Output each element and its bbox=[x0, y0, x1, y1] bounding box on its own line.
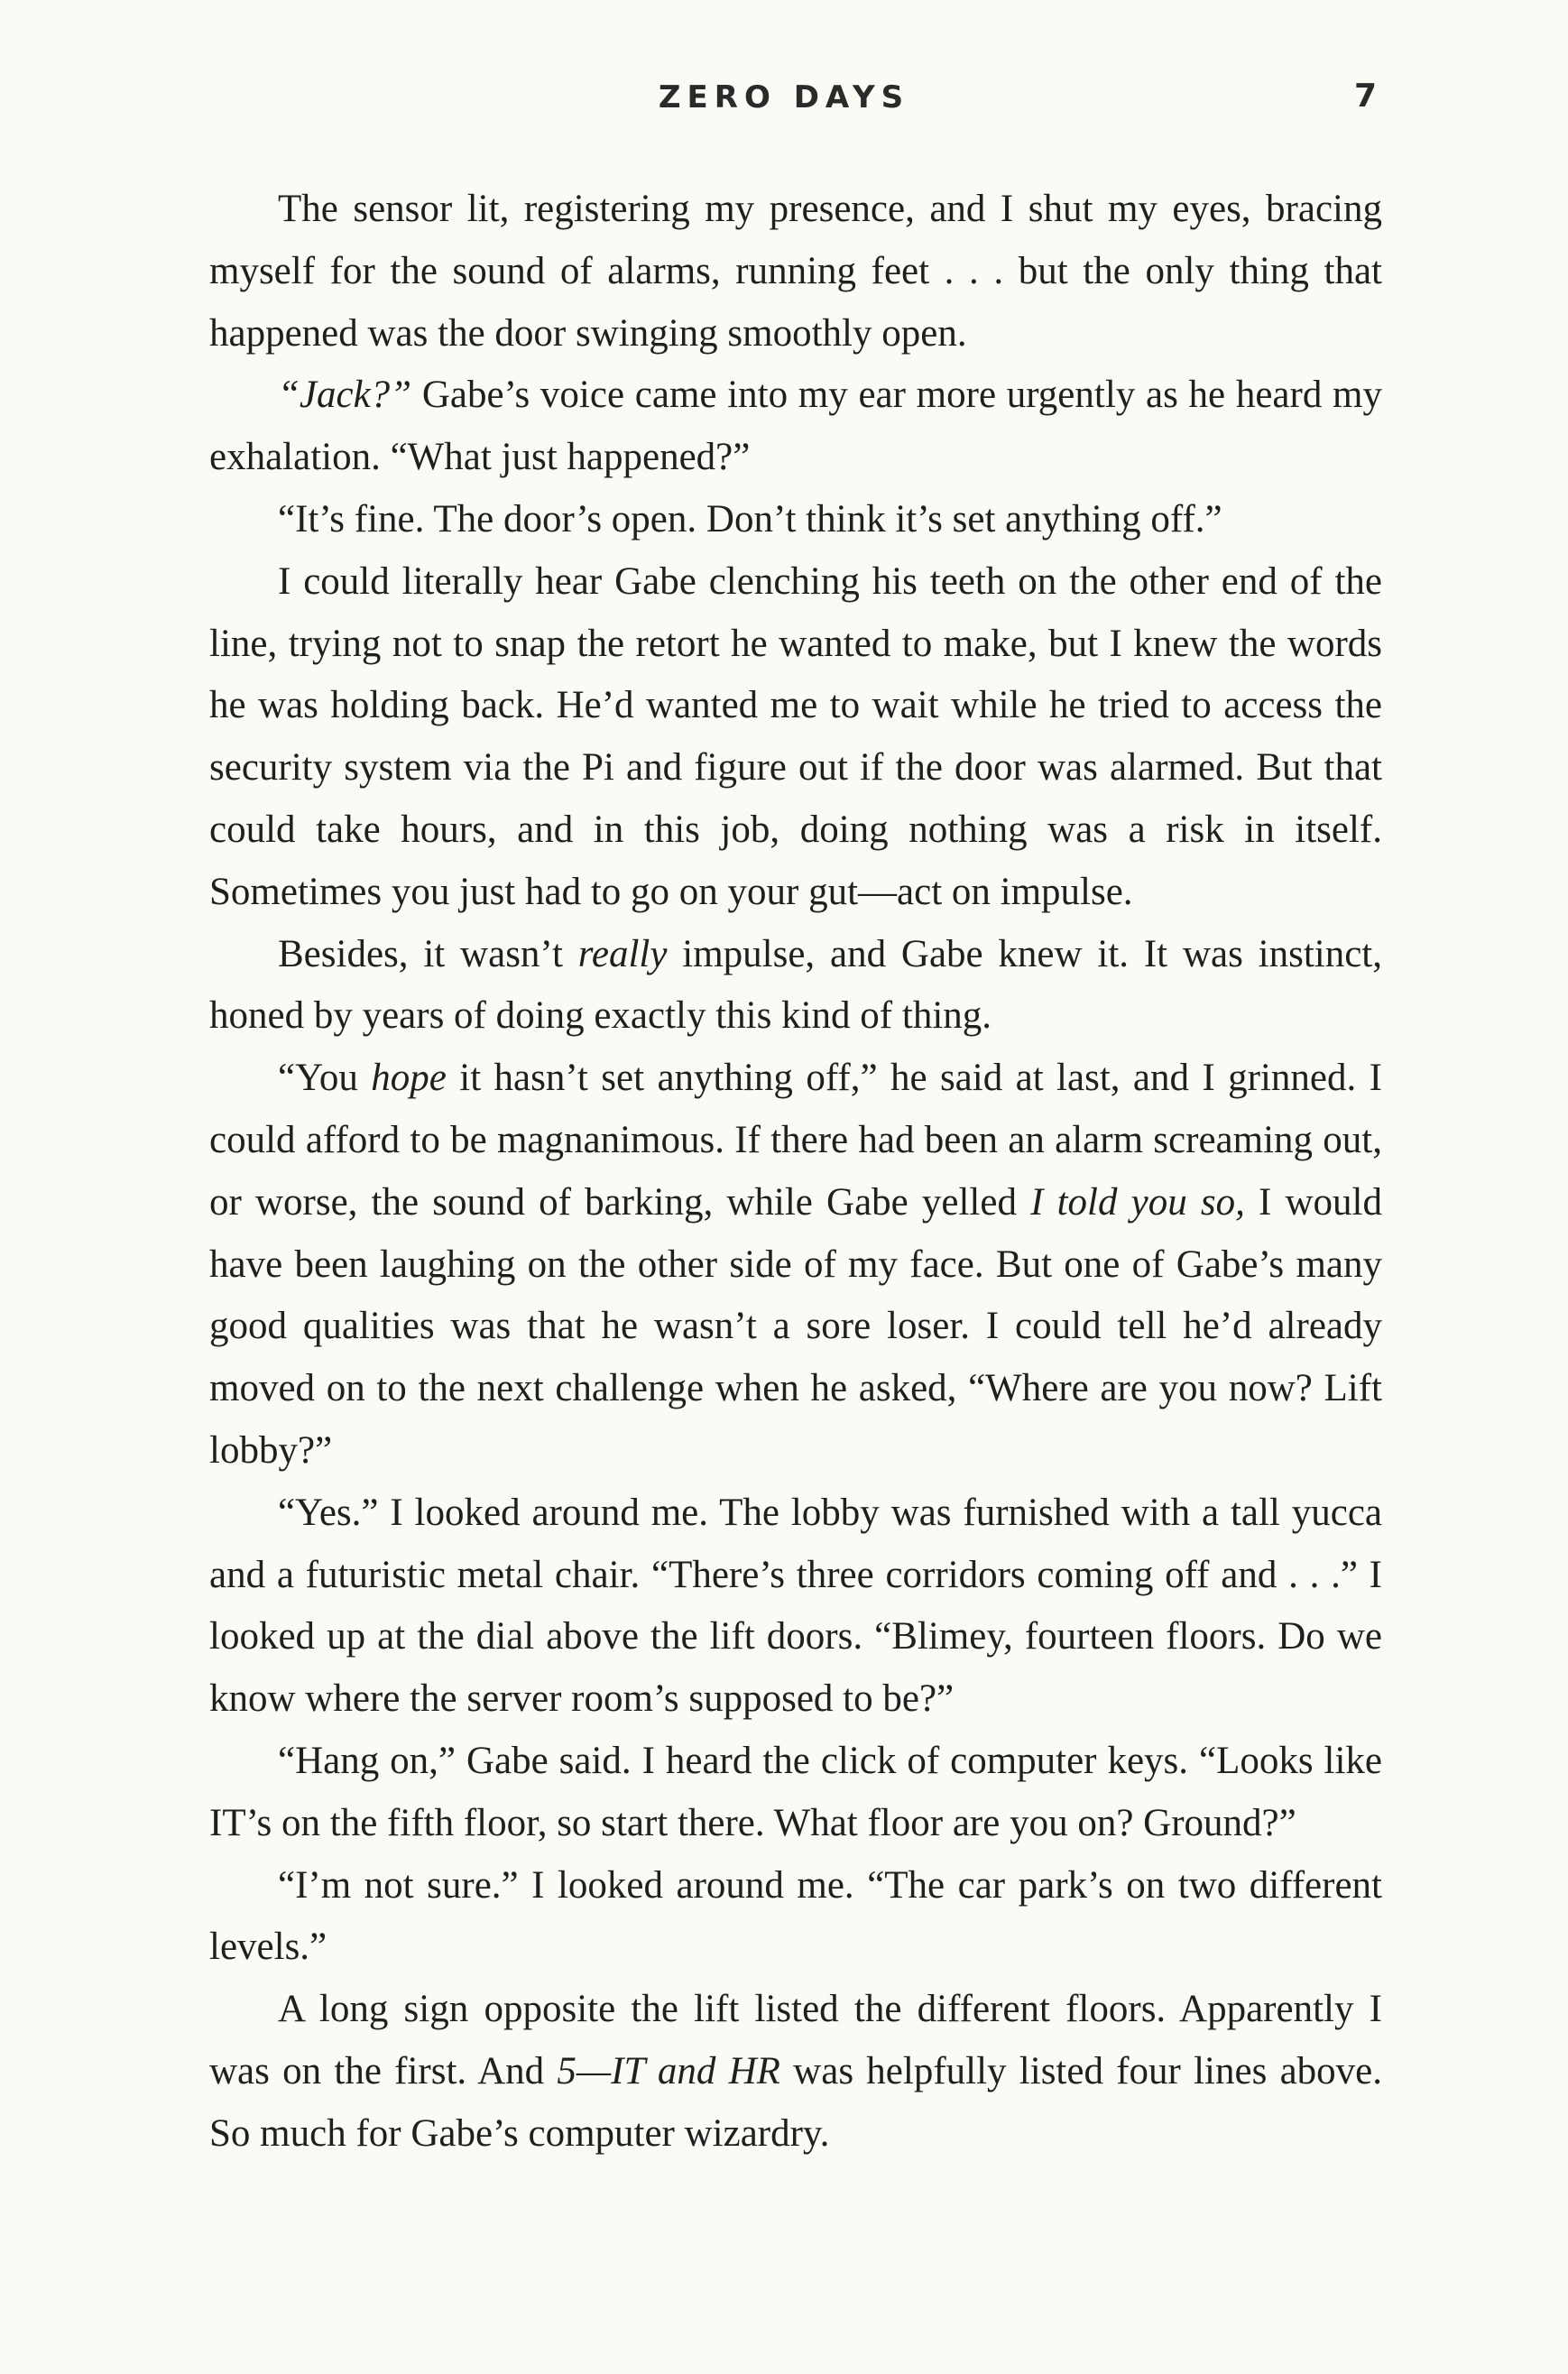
italic-run: 5—IT and HR bbox=[557, 2049, 780, 2092]
running-head-title: ZERO DAYS bbox=[658, 79, 910, 115]
text-run: was helpfully listed four lines above. So much for Gabe’s computer wizardry. bbox=[209, 2049, 1383, 2155]
text-run: The sensor lit, registering my presence, and I shut my eyes, bracing myself for the sound of alarms, running feet . . . but the only thing that happened was the door swinging smoothly open. bbox=[209, 188, 1382, 355]
text-run: impulse, and Gabe knew it. It was instinct, honed by years of doing exactly this kind of thing. bbox=[209, 932, 1382, 1038]
text-run: “I’m not sure.” I looked around me. “The car park’s on two different levels.” bbox=[209, 1863, 1382, 1969]
paragraph bbox=[209, 924, 1382, 1048]
text-run: I could literally hear Gabe clenching his teeth on the other end of the line, trying not to snap the retort he wanted to make, but I knew the words he was holding back. He’d wanted me to wait while he tried to access the security system via the Pi and figure out if the door was alarmed. But that could take hours, and in this job, doing nothing was a risk in itself. Sometimes you just had to go on your gut—act on impulse. bbox=[209, 559, 1382, 913]
paragraph bbox=[209, 1855, 1382, 1980]
text-run: it hasn’t set anything off,” he said at last, and I grinned. I could afford to be magnanimous. If there had been an alarm screaming out, or worse, the sound of barking, while Gabe yelled bbox=[209, 1057, 1382, 1224]
paragraph bbox=[209, 551, 1382, 924]
paragraph bbox=[209, 1048, 1382, 1483]
italic-run: “Jack?” bbox=[278, 374, 412, 417]
paragraph bbox=[209, 179, 1382, 365]
text-run: Besides, it wasn’t bbox=[278, 932, 578, 975]
paragraph bbox=[209, 1483, 1382, 1731]
body-text bbox=[209, 179, 1382, 2166]
text-run: A long sign opposite the lift listed the different floors. Apparently I was on the first. And bbox=[209, 1988, 1382, 2092]
italic-run: I told you so, bbox=[1030, 1180, 1245, 1224]
page-number: 7 bbox=[1353, 78, 1377, 115]
italic-run: really bbox=[577, 932, 668, 975]
text-run: Gabe’s voice came into my ear more urgently as he heard my exhalation. “What just happened?” bbox=[209, 374, 1382, 479]
paragraph bbox=[209, 489, 1382, 551]
paragraph bbox=[209, 1979, 1382, 2165]
paragraph bbox=[209, 365, 1382, 489]
text-run: “Hang on,” Gabe said. I heard the click of computer keys. “Looks like IT’s on the fifth floor, so start there. What floor are you on? Ground?” bbox=[209, 1739, 1382, 1844]
italic-run: hope bbox=[371, 1057, 447, 1100]
text-run: “You bbox=[278, 1057, 372, 1100]
text-run: “Yes.” I looked around me. The lobby was furnished with a tall yucca and a futuristic metal chair. “There’s three corridors coming off and . . .” I looked up at the dial above the lift doors. “Blimey, fourteen floors. Do we know where the server room’s supposed to be?” bbox=[209, 1491, 1382, 1721]
text-run: “It’s fine. The door’s open. Don’t think it’s set anything off.” bbox=[278, 497, 1222, 540]
text-run: I would have been laughing on the other side of my face. But one of Gabe’s many good qualities was that he wasn’t a sore loser. I could tell he’d already moved on to the next challenge when he asked, “Where are you now? Lift lobby?” bbox=[209, 1180, 1382, 1472]
paragraph bbox=[209, 1731, 1382, 1855]
